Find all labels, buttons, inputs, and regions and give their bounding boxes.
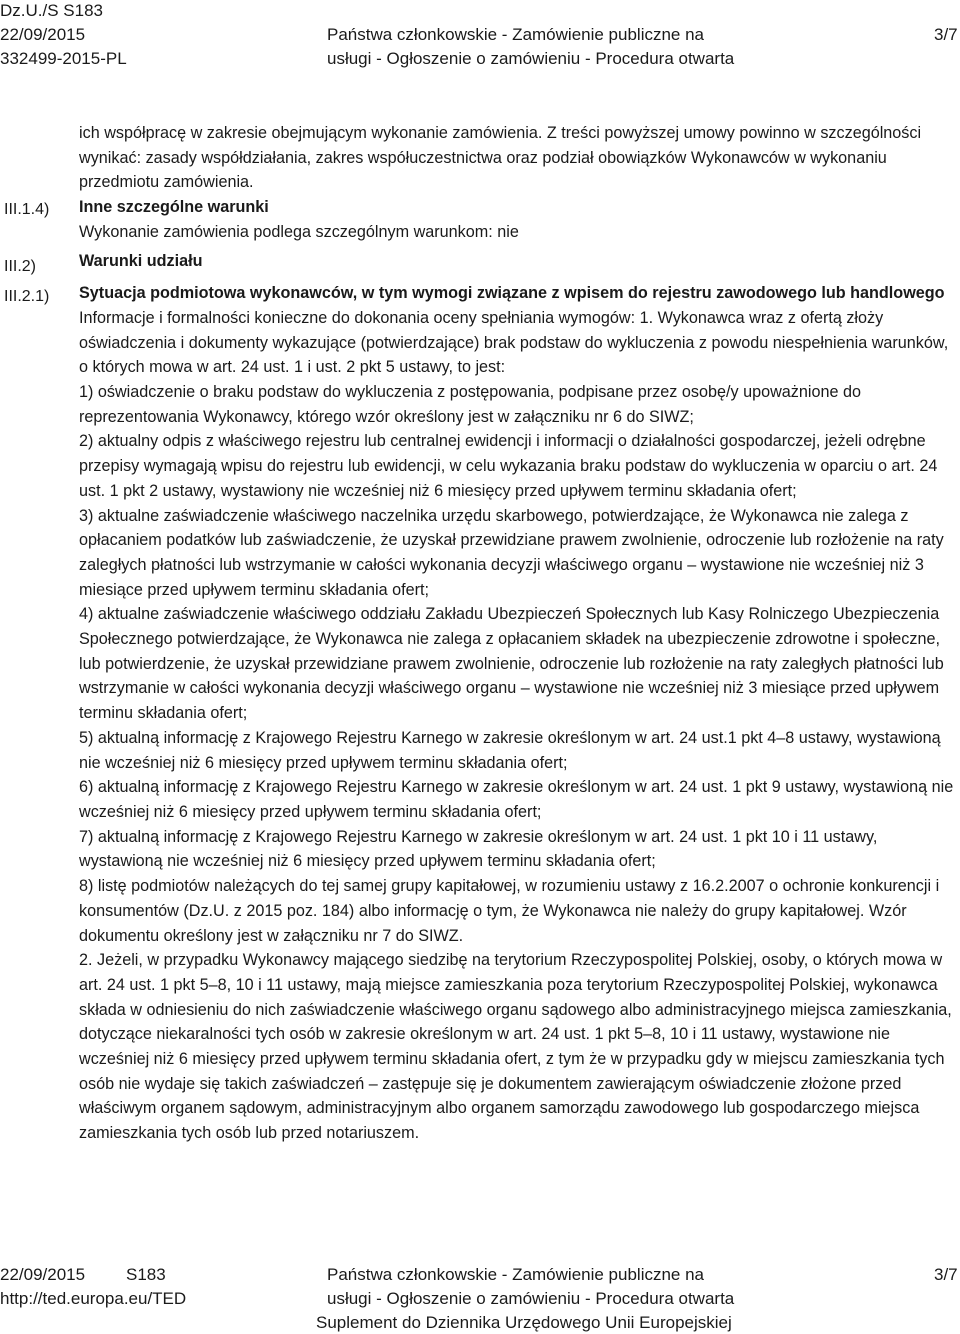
requirements-paragraph: Informacje i formalności konieczne do dokonania oceny spełniania wymogów: 1. Wykonawca wraz z ofertą złoży oświadczenia i dokumenty wykazujące (potwierdzające) brak podstaw do wykluczenia z powodu niespełnienia warunków, o których mowa w art. 24 ust. 1 i ust. 2 pkt 5 ustawy, to jest:	[79, 308, 949, 377]
requirement-item: 5) aktualną informację z Krajowego Rejestru Karnego w zakresie określonym w art. 24 ust.1 pkt 4–8 ustawy, wystawioną nie wcześniej niż 6 miesięcy przed upływem terminu składania ofert;	[79, 728, 941, 772]
footer-issue: S183	[126, 1265, 166, 1284]
requirement-item: 6) aktualną informację z Krajowego Rejestru Karnego w zakresie określonym w art. 24 ust. 1 pkt 9 ustawy, wystawioną nie wcześniej niż 6 miesięcy przed upływem terminu składania ofert;	[79, 778, 954, 821]
main-content	[79, 121, 959, 1146]
header-page-number: 3/7	[934, 25, 958, 44]
header-journal: Dz.U./S S183	[0, 1, 103, 20]
heading-sytuacja-podmiotowa: Sytuacja podmiotowa wykonawców, w tym wymogi związane z wpisem do rejestru zawodowego lub handlowego	[79, 284, 945, 303]
inne-warunki-text: Wykonanie zamówienia podlega szczególnym warunkom: nie	[79, 222, 519, 241]
footer-title-line3: Suplement do Dziennika Urzędowego Unii Europejskiej	[316, 1313, 732, 1332]
header-date: 22/09/2015	[0, 25, 86, 44]
section-number-iii-2: III.2)	[4, 258, 37, 275]
heading-warunki-udzialu: Warunki udziału	[79, 251, 203, 270]
intro-paragraph: ich współpracę w zakresie obejmującym wykonanie zamówienia. Z treści powyższej umowy powinno w szczególności wynikać: zasady współdziałania, zakres współuczestnictwa oraz podział obowiązków Wykonawców w wykonaniu przedmiotu zamówienia.	[79, 124, 922, 192]
footer-url-link[interactable]: http://ted.europa.eu/TED	[0, 1289, 187, 1308]
requirement-item: 2) aktualny odpis z właściwego rejestru lub centralnej ewidencji i informacji o działalności gospodarczej, jeżeli odrębne przepisy wymagają wpisu do rejestru lub ewidencji, w celu wykazania braku podstaw do wykluczenia w oparciu o art. 24 ust. 1 pkt 2 ustawy, wystawiony nie wcześniej niż 6 miesięcy przed upływem terminu składania ofert;	[79, 432, 938, 500]
footer-title-line2: usługi - Ogłoszenie o zamówieniu - Procedura otwarta	[327, 1289, 735, 1308]
requirement-item: 8) listę podmiotów należących do tej samej grupy kapitałowej, w rozumieniu ustawy z 16.2.2007 o ochronie konkurencji i konsumentów (Dz.U. z 2015 poz. 184) albo informację o tym, że Wykonawca nie należy do grupy kapitałowej. Wzór dokumentu określony jest w załączniku nr 7 do SIWZ.	[79, 877, 940, 945]
requirement-item: 2. Jeżeli, w przypadku Wykonawcy mającego siedzibę na terytorium Rzeczypospolitej Polskiej, osoby, o których mowa w art. 24 ust. 1 pkt 5–8, 10 i 11 ustawy, mają miejsce zamieszkania poza terytorium Rzeczypospolitej Polskiej, wykonawca składa w odniesieniu do nich zaświadczenie właściwego organu sądowego albo administracyjnego miejsca zamieszkania, dotyczące niekaralności tych osób w zakresie określonym w art. 24 ust. 1 pkt 5–8, 10 i 11 ustawy, wystawione nie wcześniej niż 6 miesięcy przed upływem terminu składania ofert, z tym że w przypadku gdy w miejscu zamieszkania tych osób nie wydaje się takich zaświadczeń – zastępuje się je dokumentem zawierającym oświadczenie złożone przed właściwym organem sądowym, administracyjnym albo organem samorządu zawodowego lub gospodarczego miejsca zamieszkania tych osób lub przed notariuszem.	[79, 951, 952, 1143]
heading-inne-szczegolne-warunki: Inne szczególne warunki	[79, 198, 269, 217]
requirement-item: 4) aktualne zaświadczenie właściwego oddziału Zakładu Ubezpieczeń Społecznych lub Kasy Rolniczego Ubezpieczenia Społecznego potwierdzające, że Wykonawca nie zalega z opłacaniem składek na ubezpieczenie zdrowotne i społeczne, lub potwierdzenie, że uzyskał przewidziane prawem zwolnienie, odroczenie lub rozłożenie na raty zaległych płatności lub wstrzymanie w całości wykonania decyzji właściwego organu – wystawione nie wcześniej niż 3 miesiące przed upływem terminu składania ofert;	[79, 605, 944, 723]
section-number-iii-2-1: III.2.1)	[4, 288, 50, 305]
header-ref: 332499-2015-PL	[0, 49, 127, 68]
requirement-item: 7) aktualną informację z Krajowego Rejestru Karnego w zakresie określonym w art. 24 ust. 1 pkt 10 i 11 ustawy, wystawioną nie wcześniej niż 6 miesięcy przed upływem terminu składania ofert;	[79, 827, 878, 871]
section-number-iii-1-4: III.1.4)	[4, 201, 50, 218]
footer-title-line1: Państwa członkowskie - Zamówienie publiczne na	[327, 1265, 705, 1284]
header-title-line2: usługi - Ogłoszenie o zamówieniu - Procedura otwarta	[327, 49, 735, 68]
requirement-item: 3) aktualne zaświadczenie właściwego naczelnika urzędu skarbowego, potwierdzające, że Wykonawca nie zalega z opłacaniem podatków lub zaświadczenie, że uzyskał przewidziane prawem zwolnienie, odroczenie lub rozłożenie na raty zaległych płatności lub wstrzymanie w całości wykonania decyzji właściwego organu – wystawione nie wcześniej niż 3 miesiące przed upływem terminu składania ofert;	[79, 506, 944, 599]
footer-date: 22/09/2015	[0, 1265, 86, 1284]
header-title-line1: Państwa członkowskie - Zamówienie publiczne na	[327, 25, 705, 44]
requirement-item: 1) oświadczenie o braku podstaw do wykluczenia z postępowania, podpisane przez osobę/y upoważnione do reprezentowania Wykonawcy, którego wzór określony jest w załączniku nr 6 do SIWZ;	[79, 383, 861, 426]
footer-page-number: 3/7	[934, 1265, 958, 1284]
